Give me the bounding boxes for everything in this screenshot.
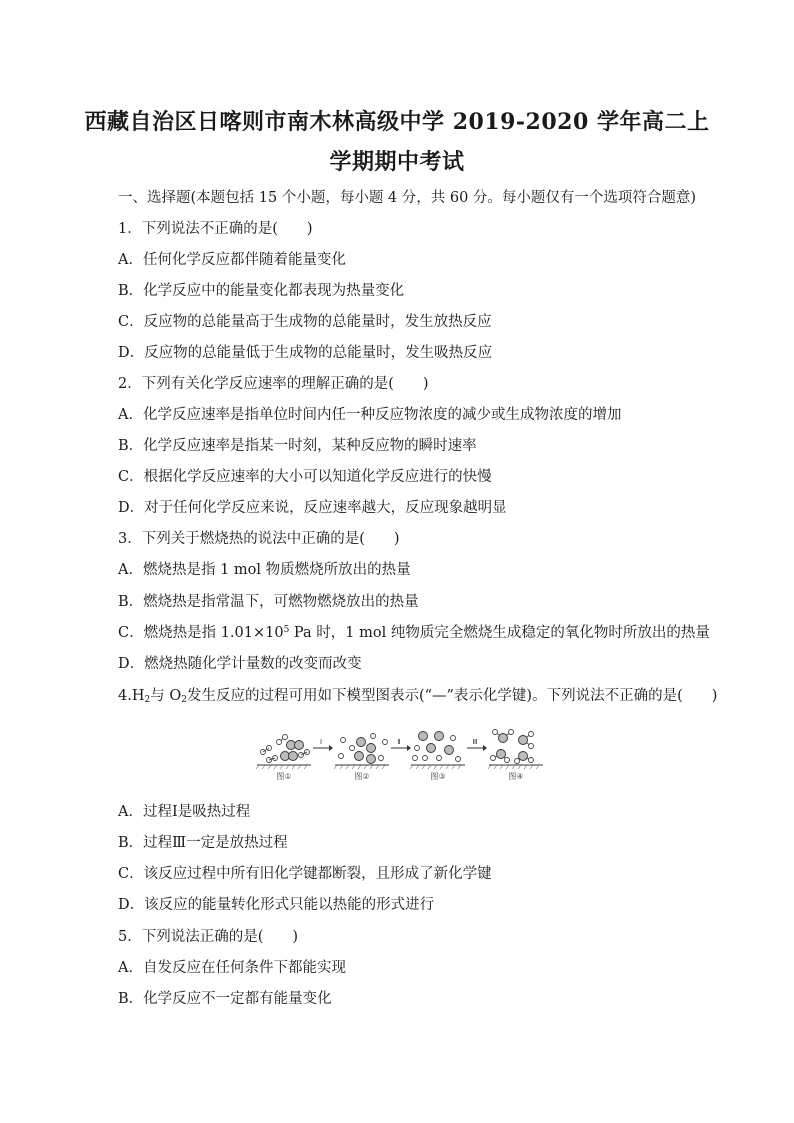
figure-1-label: 图① [276, 772, 292, 781]
question-5-option-b: B．化学反应不一定都有能量变化 [118, 991, 332, 1007]
question-3-stem: 3．下列关于燃烧热的说法中正确的是( ) [118, 531, 400, 547]
section-heading: 一、选择题(本题包括 15 个小题，每小题 4 分，共 60 分。每小题仅有一个选项符合题意) [118, 190, 697, 206]
arrow-3 [467, 738, 487, 751]
question-2-option-c: C．根据化学反应速率的大小可以知道化学反应进行的快慢 [118, 469, 492, 485]
question-4-stem-part: 发生反应的过程可用如下模型图表示(“—”表示化学键)。下列说法不正确的是( ) [186, 688, 718, 704]
figure-2-label: 图② [354, 772, 370, 781]
figure-3-label: 图③ [430, 772, 446, 781]
question-3-option-c-rest: Pa 时，1 mol 纯物质完全燃烧生成稳定的氧化物时所放出的热量 [289, 625, 710, 641]
question-3-option-d: D．燃烧热随化学计量数的改变而改变 [118, 656, 362, 672]
question-1-stem: 1．下列说法不正确的是( ) [118, 221, 313, 237]
figure-2-panel [334, 734, 389, 782]
figure-4-panel [488, 730, 543, 782]
question-4-option-d: D．该反应的能量转化形式只能以热能的形式进行 [118, 897, 435, 913]
question-4-option-c: C．该反应过程中所有旧化学键都断裂，且形成了新化学键 [118, 866, 492, 882]
reaction-model-diagram [255, 718, 545, 786]
question-4-stem-part: 与 O [150, 688, 182, 704]
exam-title-line-2: 学期期中考试 [329, 149, 465, 175]
question-3-option-a: A．燃烧热是指 1 mol 物质燃烧所放出的热量 [118, 562, 411, 578]
question-4-stem-part: 4.H [118, 688, 145, 704]
arrow-1-label: Ⅰ [319, 738, 323, 746]
question-2-option-d: D．对于任何化学反应来说，反应速率越大，反应现象越明显 [118, 500, 507, 516]
question-5-stem: 5．下列说法正确的是( ) [118, 929, 299, 945]
figure-4-label: 图④ [508, 772, 524, 781]
question-4-option-b: B．过程Ⅲ一定是放热过程 [118, 835, 288, 851]
question-1-option-b: B．化学反应中的能量变化都表现为热量变化 [118, 283, 405, 299]
subscript: 2 [144, 695, 151, 705]
figure-1-panel [256, 735, 311, 782]
question-4-stem [118, 684, 717, 705]
question-3-option-c-exponent: 5 [283, 625, 290, 635]
arrow-2-label: Ⅱ [397, 738, 401, 746]
exam-title-line-1: 西藏自治区日喀则市南木林高级中学 2019-2020 学年高二上 [84, 109, 710, 135]
arrow-2 [391, 738, 411, 751]
question-2-option-a: A．化学反应速率是指单位时间内任一种反应物浓度的减少或生成物浓度的增加 [118, 407, 622, 423]
question-3-option-b: B．燃烧热是指常温下，可燃物燃烧放出的热量 [118, 594, 419, 610]
question-4-option-a: A．过程Ⅰ是吸热过程 [118, 804, 251, 820]
arrow-3-label: Ⅲ [472, 738, 478, 746]
question-1-option-c: C．反应物的总能量高于生成物的总能量时，发生放热反应 [118, 314, 492, 330]
subscript: 2 [181, 695, 187, 705]
question-1-option-d: D．反应物的总能量低于生成物的总能量时，发生吸热反应 [118, 345, 493, 361]
question-1-option-a: A．任何化学反应都伴随着能量变化 [118, 252, 346, 268]
question-5-option-a: A．自发反应在任何条件下都能实现 [118, 960, 346, 976]
question-3-option-c-text: C．燃烧热是指 1.01×10 [118, 625, 284, 641]
question-3-option-c [118, 621, 710, 642]
figure-3-panel [410, 732, 465, 782]
question-2-option-b: B．化学反应速率是指某一时刻，某种反应物的瞬时速率 [118, 438, 477, 454]
question-2-stem: 2．下列有关化学反应速率的理解正确的是( ) [118, 376, 429, 392]
arrow-1 [313, 738, 333, 751]
